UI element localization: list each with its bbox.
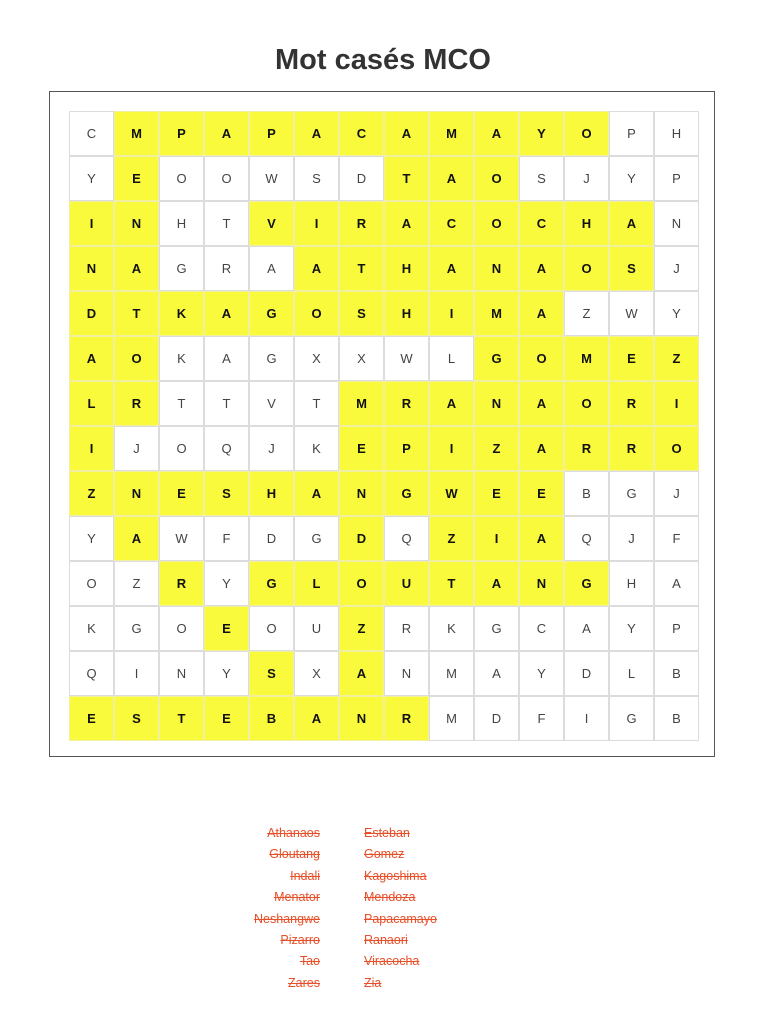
grid-cell[interactable]: G [564, 561, 609, 606]
grid-cell[interactable]: M [429, 696, 474, 741]
grid-cell[interactable]: O [159, 606, 204, 651]
grid-cell[interactable]: N [69, 246, 114, 291]
grid-cell[interactable]: O [564, 246, 609, 291]
grid-cell[interactable]: K [159, 336, 204, 381]
grid-cell[interactable]: A [609, 201, 654, 246]
grid-cell[interactable]: I [429, 426, 474, 471]
grid-cell[interactable]: A [519, 426, 564, 471]
grid-cell[interactable]: J [654, 246, 699, 291]
grid-cell[interactable]: P [159, 111, 204, 156]
grid-cell[interactable]: S [339, 291, 384, 336]
found-word: Neshangwe [253, 911, 320, 926]
grid-cell[interactable]: S [519, 156, 564, 201]
grid-cell[interactable]: O [564, 111, 609, 156]
found-word: Esteban [364, 826, 410, 840]
page-title: Mot casés MCO [275, 44, 491, 76]
grid-cell[interactable]: T [114, 291, 159, 336]
grid-cell[interactable]: C [69, 111, 114, 156]
grid-cell[interactable]: A [339, 651, 384, 696]
grid-cell[interactable]: A [204, 111, 249, 156]
grid-cell[interactable]: D [339, 156, 384, 201]
grid-cell[interactable]: O [474, 201, 519, 246]
grid-cell[interactable]: J [249, 426, 294, 471]
found-word: Papacamayo [364, 911, 437, 926]
grid-cell[interactable]: L [69, 381, 114, 426]
grid-cell[interactable]: A [249, 246, 294, 291]
grid-cell[interactable]: S [249, 651, 294, 696]
grid-cell[interactable]: M [564, 336, 609, 381]
grid-cell[interactable]: R [159, 561, 204, 606]
found-word: Pizarro [280, 933, 320, 948]
word-list-left-column [254, 823, 320, 994]
grid-cell[interactable]: A [69, 336, 114, 381]
grid-cell[interactable]: K [159, 291, 204, 336]
grid-cell[interactable]: R [339, 201, 384, 246]
grid-cell[interactable]: G [609, 471, 654, 516]
grid-cell[interactable]: N [654, 201, 699, 246]
grid-cell[interactable]: D [474, 696, 519, 741]
grid-cell[interactable]: A [294, 696, 339, 741]
grid-cell[interactable]: Z [654, 336, 699, 381]
grid-cell[interactable]: P [654, 156, 699, 201]
grid-cell[interactable]: Z [474, 426, 519, 471]
grid-cell[interactable]: A [564, 606, 609, 651]
grid-cell[interactable]: B [564, 471, 609, 516]
grid-cell[interactable]: W [249, 156, 294, 201]
grid-cell[interactable]: S [609, 246, 654, 291]
grid-cell[interactable]: J [114, 426, 159, 471]
grid-cell[interactable]: D [69, 291, 114, 336]
grid-cell[interactable]: W [159, 516, 204, 561]
grid-cell[interactable]: I [429, 291, 474, 336]
grid-cell[interactable]: Y [609, 156, 654, 201]
grid-cell[interactable]: R [609, 426, 654, 471]
found-word: Viracocha [364, 954, 420, 969]
grid-cell[interactable]: H [384, 246, 429, 291]
grid-cell[interactable]: H [654, 111, 699, 156]
grid-cell[interactable]: A [294, 111, 339, 156]
grid-cell[interactable]: C [339, 111, 384, 156]
found-word: Mendoza [364, 890, 416, 905]
grid-cell[interactable]: M [429, 651, 474, 696]
grid-cell[interactable]: Y [609, 606, 654, 651]
grid-cell[interactable]: E [114, 156, 159, 201]
grid-cell[interactable]: O [564, 381, 609, 426]
found-word: Tao [299, 954, 320, 969]
grid-cell[interactable]: W [609, 291, 654, 336]
found-word: Kagoshima [364, 868, 427, 883]
grid-cell[interactable]: R [384, 381, 429, 426]
grid-cell[interactable]: G [474, 606, 519, 651]
grid-cell[interactable]: A [519, 516, 564, 561]
grid-cell[interactable]: O [654, 426, 699, 471]
grid-cell[interactable]: J [654, 471, 699, 516]
grid-cell[interactable]: R [384, 606, 429, 651]
grid-cell[interactable]: T [294, 381, 339, 426]
grid-cell[interactable]: Y [204, 651, 249, 696]
grid-cell[interactable]: F [654, 516, 699, 561]
grid-cell[interactable]: O [69, 561, 114, 606]
grid-cell[interactable]: Z [69, 471, 114, 516]
grid-cell[interactable]: A [474, 111, 519, 156]
grid-cell[interactable]: Y [519, 111, 564, 156]
grid-cell[interactable]: E [204, 606, 249, 651]
grid-cell[interactable]: A [294, 246, 339, 291]
grid-cell[interactable]: A [654, 561, 699, 606]
grid-cell[interactable]: G [384, 471, 429, 516]
grid-cell[interactable]: D [564, 651, 609, 696]
grid-cell[interactable]: N [519, 561, 564, 606]
grid-cell[interactable]: B [654, 696, 699, 741]
grid-cell[interactable]: Q [204, 426, 249, 471]
grid-cell[interactable]: F [204, 516, 249, 561]
grid-cell[interactable]: S [294, 156, 339, 201]
grid-cell[interactable]: A [204, 336, 249, 381]
grid-cell[interactable]: B [654, 651, 699, 696]
grid-cell[interactable]: D [339, 516, 384, 561]
grid-cell[interactable]: J [564, 156, 609, 201]
grid-cell[interactable]: C [519, 606, 564, 651]
grid-cell[interactable]: N [474, 381, 519, 426]
grid-cell[interactable]: S [114, 696, 159, 741]
found-word: Gloutang [269, 847, 320, 862]
grid-cell[interactable]: C [519, 201, 564, 246]
grid-cell[interactable]: I [114, 651, 159, 696]
grid-cell[interactable]: Z [564, 291, 609, 336]
grid-cell[interactable]: T [204, 381, 249, 426]
grid-cell[interactable]: P [249, 111, 294, 156]
grid-cell[interactable]: H [249, 471, 294, 516]
grid-cell[interactable]: A [519, 381, 564, 426]
found-word: Ranaori [364, 933, 408, 948]
grid-cell[interactable]: V [249, 381, 294, 426]
grid-cell[interactable]: O [159, 426, 204, 471]
grid-cell[interactable]: R [204, 246, 249, 291]
grid-cell[interactable]: I [474, 516, 519, 561]
grid-cell[interactable]: T [339, 246, 384, 291]
grid-cell[interactable]: Y [654, 291, 699, 336]
grid-cell[interactable]: O [114, 336, 159, 381]
grid-cell[interactable]: T [204, 201, 249, 246]
grid-cell[interactable]: Y [519, 651, 564, 696]
grid-cell[interactable]: Y [204, 561, 249, 606]
word-list-right-column [364, 823, 437, 994]
grid-cell[interactable]: M [114, 111, 159, 156]
grid-cell[interactable]: E [609, 336, 654, 381]
grid-cell[interactable]: Z [114, 561, 159, 606]
grid-cell[interactable]: X [294, 336, 339, 381]
grid-cell[interactable]: O [249, 606, 294, 651]
grid-cell[interactable]: M [429, 111, 474, 156]
grid-cell[interactable]: Q [384, 516, 429, 561]
grid-cell[interactable]: H [609, 561, 654, 606]
grid-cell[interactable]: A [384, 111, 429, 156]
grid-cell[interactable]: P [654, 606, 699, 651]
grid-cell[interactable]: O [519, 336, 564, 381]
grid-cell[interactable]: A [114, 516, 159, 561]
grid-cell[interactable]: S [204, 471, 249, 516]
grid-cell[interactable]: G [609, 696, 654, 741]
found-word: Athanaos [267, 826, 320, 840]
grid-cell[interactable]: E [69, 696, 114, 741]
found-word: Zares [288, 975, 320, 990]
grid-cell[interactable]: C [429, 201, 474, 246]
grid-cell[interactable]: F [519, 696, 564, 741]
grid-cell[interactable]: Y [69, 516, 114, 561]
grid-cell[interactable]: X [294, 651, 339, 696]
grid-cell[interactable]: A [474, 561, 519, 606]
grid-cell[interactable]: N [114, 201, 159, 246]
grid-cell[interactable]: R [609, 381, 654, 426]
grid-cell[interactable]: O [204, 156, 249, 201]
grid-cell[interactable]: A [429, 156, 474, 201]
grid-cell[interactable]: A [429, 246, 474, 291]
grid-cell[interactable]: K [429, 606, 474, 651]
grid-cell[interactable]: E [519, 471, 564, 516]
grid-cell[interactable]: I [69, 426, 114, 471]
grid-cell[interactable]: U [294, 606, 339, 651]
grid-cell[interactable]: K [294, 426, 339, 471]
grid-cell[interactable]: G [159, 246, 204, 291]
grid-cell[interactable]: A [429, 381, 474, 426]
grid-cell[interactable]: O [339, 561, 384, 606]
grid-cell[interactable]: N [384, 651, 429, 696]
grid-cell[interactable]: Q [69, 651, 114, 696]
grid-cell[interactable]: R [384, 696, 429, 741]
grid-cell[interactable]: E [339, 426, 384, 471]
grid-cell[interactable]: N [159, 651, 204, 696]
grid-cell[interactable]: T [429, 561, 474, 606]
grid-cell[interactable]: A [204, 291, 249, 336]
grid-cell[interactable]: E [474, 471, 519, 516]
grid-cell[interactable]: V [249, 201, 294, 246]
grid-cell[interactable]: A [474, 651, 519, 696]
grid-cell[interactable]: E [159, 471, 204, 516]
grid-cell[interactable]: H [384, 291, 429, 336]
grid-cell[interactable]: M [474, 291, 519, 336]
puzzle-board [49, 91, 715, 757]
grid-cell[interactable]: Z [429, 516, 474, 561]
grid-cell[interactable]: Q [564, 516, 609, 561]
grid-cell[interactable]: T [159, 696, 204, 741]
grid-cell[interactable]: L [294, 561, 339, 606]
grid-cell[interactable]: N [339, 471, 384, 516]
grid-cell[interactable]: P [384, 426, 429, 471]
grid-cell[interactable]: Z [339, 606, 384, 651]
grid-cell[interactable]: M [339, 381, 384, 426]
grid-cell[interactable]: I [294, 201, 339, 246]
found-word: Gomez [364, 847, 405, 862]
grid-cell[interactable]: T [384, 156, 429, 201]
grid-cell[interactable]: A [519, 246, 564, 291]
grid-cell[interactable]: L [609, 651, 654, 696]
grid-cell[interactable]: W [384, 336, 429, 381]
grid-cell[interactable]: A [519, 291, 564, 336]
grid-cell[interactable]: G [474, 336, 519, 381]
grid-cell[interactable]: O [474, 156, 519, 201]
found-word: Menator [274, 890, 320, 905]
grid-cell[interactable]: B [249, 696, 294, 741]
grid-cell[interactable]: O [294, 291, 339, 336]
grid-cell[interactable]: A [114, 246, 159, 291]
grid-cell[interactable]: H [564, 201, 609, 246]
grid-cell[interactable]: G [114, 606, 159, 651]
grid-cell[interactable]: R [564, 426, 609, 471]
grid-cell[interactable]: K [69, 606, 114, 651]
grid-cell[interactable]: G [249, 291, 294, 336]
grid-cell[interactable]: J [609, 516, 654, 561]
grid-cell[interactable]: G [294, 516, 339, 561]
letter-grid [69, 111, 699, 741]
grid-cell[interactable]: H [159, 201, 204, 246]
grid-cell[interactable]: A [294, 471, 339, 516]
grid-cell[interactable]: N [114, 471, 159, 516]
grid-cell[interactable]: W [429, 471, 474, 516]
grid-cell[interactable]: E [204, 696, 249, 741]
grid-cell[interactable]: U [384, 561, 429, 606]
grid-cell[interactable]: A [384, 201, 429, 246]
grid-cell[interactable]: O [159, 156, 204, 201]
grid-cell[interactable]: I [69, 201, 114, 246]
grid-cell[interactable]: I [654, 381, 699, 426]
grid-cell[interactable]: G [249, 561, 294, 606]
grid-cell[interactable]: P [609, 111, 654, 156]
grid-cell[interactable]: X [339, 336, 384, 381]
grid-cell[interactable]: I [564, 696, 609, 741]
grid-cell[interactable]: D [249, 516, 294, 561]
found-word: Zia [364, 975, 382, 990]
grid-cell[interactable]: G [249, 336, 294, 381]
grid-cell[interactable]: Y [69, 156, 114, 201]
grid-cell[interactable]: T [159, 381, 204, 426]
grid-cell[interactable]: N [474, 246, 519, 291]
found-word: Indali [290, 868, 320, 883]
grid-cell[interactable]: R [114, 381, 159, 426]
grid-cell[interactable]: L [429, 336, 474, 381]
grid-cell[interactable]: N [339, 696, 384, 741]
